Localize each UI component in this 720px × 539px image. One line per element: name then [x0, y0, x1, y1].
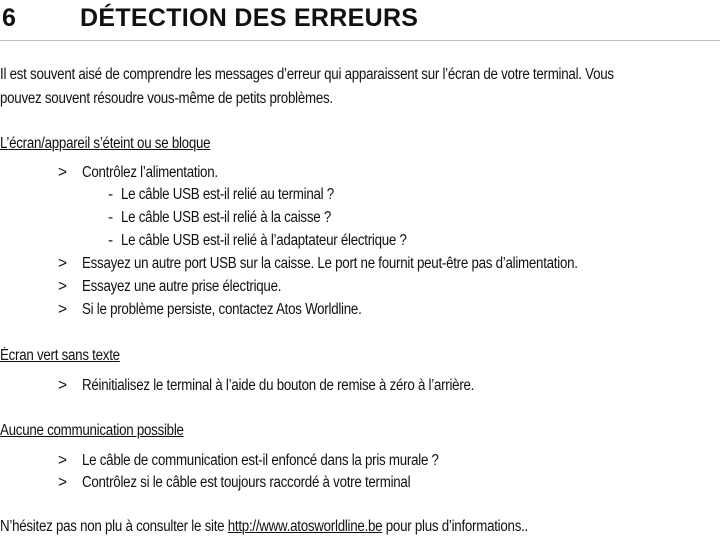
sub-list-item: Le câble USB est-il relié au terminal ?	[121, 186, 334, 203]
bullet-marker: >	[58, 301, 68, 318]
list-item: Contrôlez si le câble est toujours raccordé à votre terminal	[82, 474, 411, 491]
bullet-marker: >	[58, 474, 68, 491]
list-item: Essayez une autre prise électrique.	[82, 278, 282, 295]
section-title-screen-off: L’écran/appareil s’éteint ou se bloque	[0, 135, 211, 152]
chapter-title: DÉTECTION DES ERREURS	[80, 4, 419, 32]
chapter-number: 6	[2, 4, 17, 32]
list-item: Le câble de communication est-il enfoncé dans la pris murale ?	[82, 452, 439, 469]
website-link[interactable]: http://www.atosworldline.be	[227, 518, 383, 535]
sub-bullet-marker: -	[108, 209, 114, 226]
footer-before: N’hésitez pas non plu à consulter le site	[0, 518, 228, 535]
section-title-no-communication: Aucune communication possible	[0, 422, 184, 439]
section-title-green-screen: Écran vert sans texte	[0, 347, 120, 364]
footer-after: pour plus d’informations..	[382, 518, 528, 535]
sub-bullet-marker: -	[108, 232, 114, 249]
sub-bullet-marker: -	[108, 186, 114, 203]
footer-text	[0, 515, 528, 539]
bullet-marker: >	[58, 255, 68, 272]
list-item: Si le problème persiste, contactez Atos Worldline.	[82, 301, 362, 318]
list-item: Réinitialisez le terminal à l’aide du bouton de remise à zéro à l’arrière.	[82, 377, 475, 394]
bullet-marker: >	[58, 278, 68, 295]
intro-line-2: pouvez souvent résoudre vous-même de petits problèmes.	[0, 90, 333, 107]
bullet-marker: >	[58, 452, 68, 469]
bullet-marker: >	[58, 377, 68, 394]
chapter-heading	[0, 2, 720, 41]
sub-list-item: Le câble USB est-il relié à l’adaptateur électrique ?	[121, 232, 407, 249]
list-item: Essayez un autre port USB sur la caisse. Le port ne fournit peut-être pas d’alimentation.	[82, 255, 578, 272]
bullet-marker: >	[58, 164, 68, 181]
list-item: Contrôlez l’alimentation.	[82, 164, 218, 181]
intro-line-1: Il est souvent aisé de comprendre les messages d’erreur qui apparaissent sur l’écran de votre terminal. Vous	[0, 66, 614, 83]
sub-list-item: Le câble USB est-il relié à la caisse ?	[121, 209, 331, 226]
